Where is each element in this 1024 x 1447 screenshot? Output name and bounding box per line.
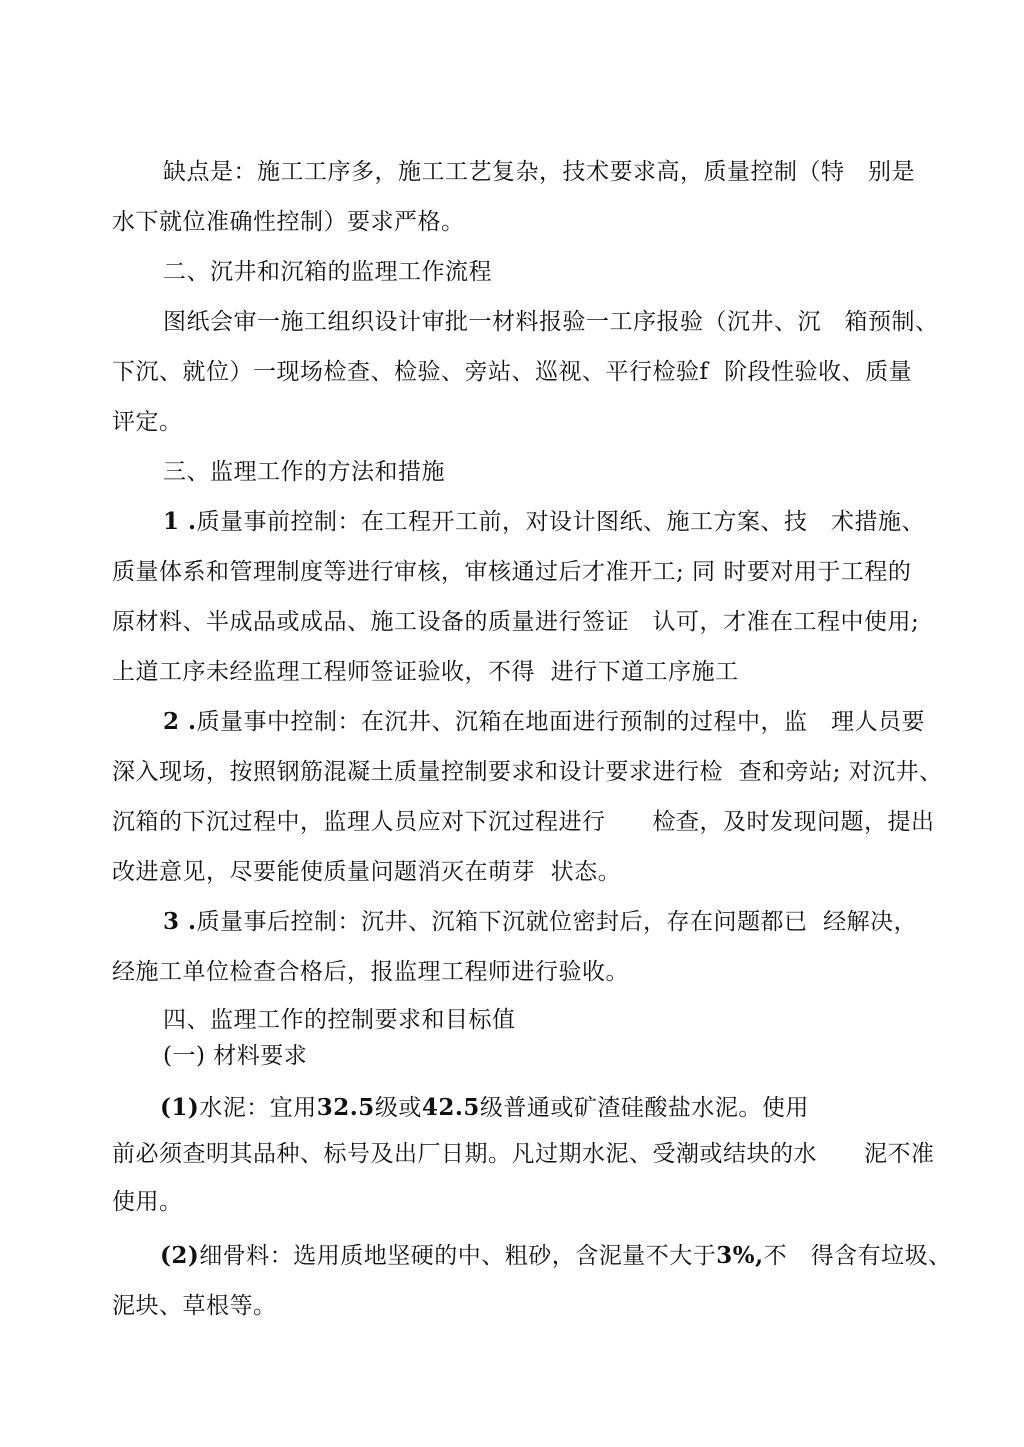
paragraph-line: 图纸会审一施工组织设计审批一材料报验一工序报验（沉井、沉 箱预制、 <box>163 309 939 335</box>
section-heading: 二、沉井和沉箱的监理工作流程 <box>163 259 492 285</box>
paragraph-line: 经施工单位检查合格后，报监理工程师进行验收。 <box>112 959 629 985</box>
item-number: 3 . <box>163 908 197 935</box>
paragraph-line: 深入现场，按照钢筋混凝土质量控制要求和设计要求进行检 查和旁站; 对沉井、 <box>112 759 943 785</box>
numbered-item <box>163 506 954 538</box>
section-heading: 四、监理工作的控制要求和目标值 <box>163 1007 516 1033</box>
item-number: 2 . <box>163 708 197 735</box>
item-text: 质量事后控制：沉井、沉箱下沉就位密封后，存在问题都已 经解决， <box>196 909 918 935</box>
item-text: 细骨料：选用质地坚硬的中、粗砂，含泥量不大于 <box>199 1243 717 1269</box>
paragraph-line: 评定。 <box>112 409 183 435</box>
paragraph-line: 泥块、草根等。 <box>112 1293 277 1319</box>
paragraph-line: 改进意见，尽要能使质量问题消灭在萌芽 状态。 <box>112 859 622 885</box>
paragraph-line: 下沉、就位）一现场检查、检验、旁站、巡视、平行检验f 阶段性验收、质量 <box>112 359 913 385</box>
numbered-item <box>163 906 954 938</box>
numbered-item <box>160 1092 954 1124</box>
grade-value: 42.5 <box>421 1094 480 1121</box>
item-text: 水泥：宜用 <box>199 1095 317 1121</box>
item-text: 级或 <box>374 1095 422 1121</box>
paragraph-line: 原材料、半成品或成品、施工设备的质量进行签证 认可，才准在工程中使用; <box>112 609 920 635</box>
paragraph-line: 使用。 <box>112 1189 183 1215</box>
subsection-heading: (一) 材料要求 <box>163 1043 308 1069</box>
item-text: 级普通或矿渣硅酸盐水泥。使用 <box>479 1095 809 1121</box>
paragraph-line: 水下就位准确性控制）要求严格。 <box>112 209 465 235</box>
item-number: (1) <box>160 1094 200 1121</box>
item-text: 不 得含有垃圾、 <box>763 1243 952 1269</box>
paragraph-line: 沉箱的下沉过程中，监理人员应对下沉过程进行 检查，及时发现问题，提出 <box>112 809 935 835</box>
numbered-item <box>160 1240 954 1272</box>
paragraph-line: 前必须查明其品种、标号及出厂日期。凡过期水泥、受潮或结块的水 泥不准 <box>112 1141 935 1167</box>
item-text: 质量事前控制：在工程开工前，对设计图纸、施工方案、技 术措施、 <box>196 509 926 535</box>
paragraph-line: 上道工序未经监理工程师签证验收，不得 进行下道工序施工 <box>112 659 739 685</box>
item-number: (2) <box>160 1242 200 1269</box>
percent-value: 3%, <box>716 1242 764 1269</box>
paragraph-line: 质量体系和管理制度等进行审核，审核通过后才准开工; 同 时要对用于工程的 <box>112 559 912 585</box>
numbered-item <box>163 706 954 738</box>
grade-value: 32.5 <box>316 1094 375 1121</box>
section-heading: 三、监理工作的方法和措施 <box>163 459 445 485</box>
paragraph-line: 缺点是：施工工序多，施工工艺复杂，技术要求高，质量控制（特 别是 <box>163 159 915 185</box>
item-number: 1 . <box>163 508 197 535</box>
item-text: 质量事中控制：在沉井、沉箱在地面进行预制的过程中，监 理人员要 <box>196 709 926 735</box>
